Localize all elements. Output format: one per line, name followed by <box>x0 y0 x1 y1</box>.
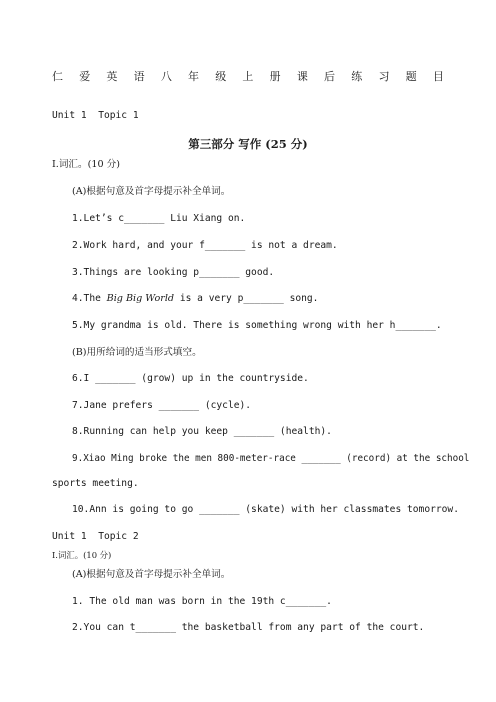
title-char: 年 <box>188 70 200 83</box>
title-char: 上 <box>242 70 254 83</box>
question-4-prefix: 4.The <box>72 293 107 304</box>
title-char: 册 <box>269 70 281 83</box>
unit-topic-heading: Unit 1 Topic 2 <box>52 531 139 542</box>
title-char: 仁 <box>52 70 63 83</box>
title-char: 题 <box>405 70 417 83</box>
question-4 <box>72 293 318 305</box>
unit-topic-heading: Unit 1 Topic 1 <box>52 110 139 121</box>
question-1: 1. The old man was born in the 19th c_______. <box>72 596 332 607</box>
title-char: 爱 <box>79 70 91 83</box>
section-title: 第三部分 写作 (25 分) <box>188 137 308 151</box>
question-7: 7.Jane prefers _______ (cycle). <box>72 400 252 411</box>
instruction-a: (A)根据句意及首字母提示补全单词。 <box>72 569 231 580</box>
song-title: Big Big World <box>106 293 175 304</box>
question-8: 8.Running can help you keep _______ (health). <box>72 426 332 437</box>
question-1: 1.Let’s c_______ Liu Xiang on. <box>72 213 246 224</box>
title-char: 课 <box>296 70 308 83</box>
question-5: 5.My grandma is old. There is something wrong with her h_______. <box>72 320 442 331</box>
question-2: 2.Work hard, and your f_______ is not a dream. <box>72 240 338 251</box>
question-4-suffix: is a very p_______ song. <box>174 293 319 304</box>
title-char: 语 <box>133 70 145 83</box>
question-10: 10.Ann is going to go _______ (skate) with her classmates tomorrow. <box>72 504 459 515</box>
question-2: 2.You can t_______ the basketball from any part of the court. <box>72 622 425 633</box>
question-3: 3.Things are looking p_______ good. <box>72 267 275 278</box>
title-char: 英 <box>106 70 118 83</box>
title-char: 目 <box>432 70 444 83</box>
title-char: 练 <box>351 70 363 83</box>
title-char: 后 <box>324 70 336 83</box>
title-char: 八 <box>160 70 172 83</box>
question-6: 6.I _______ (grow) up in the countryside. <box>72 373 309 384</box>
title-char: 习 <box>378 70 390 83</box>
part-label: Ⅰ.词汇。(10 分) <box>52 159 120 170</box>
question-9-line-1: 9.Xiao Ming broke the men 800-meter-race _______ (record) at the school <box>72 453 470 464</box>
instruction-b: (B)用所给词的适当形式填空。 <box>72 347 202 358</box>
instruction-a: (A)根据句意及首字母提示补全单词。 <box>72 186 231 197</box>
document-title <box>52 70 444 84</box>
part-label: Ⅰ.词汇。(10 分) <box>52 550 112 560</box>
question-9-line-2: sports meeting. <box>52 478 139 489</box>
title-char: 级 <box>215 70 227 83</box>
